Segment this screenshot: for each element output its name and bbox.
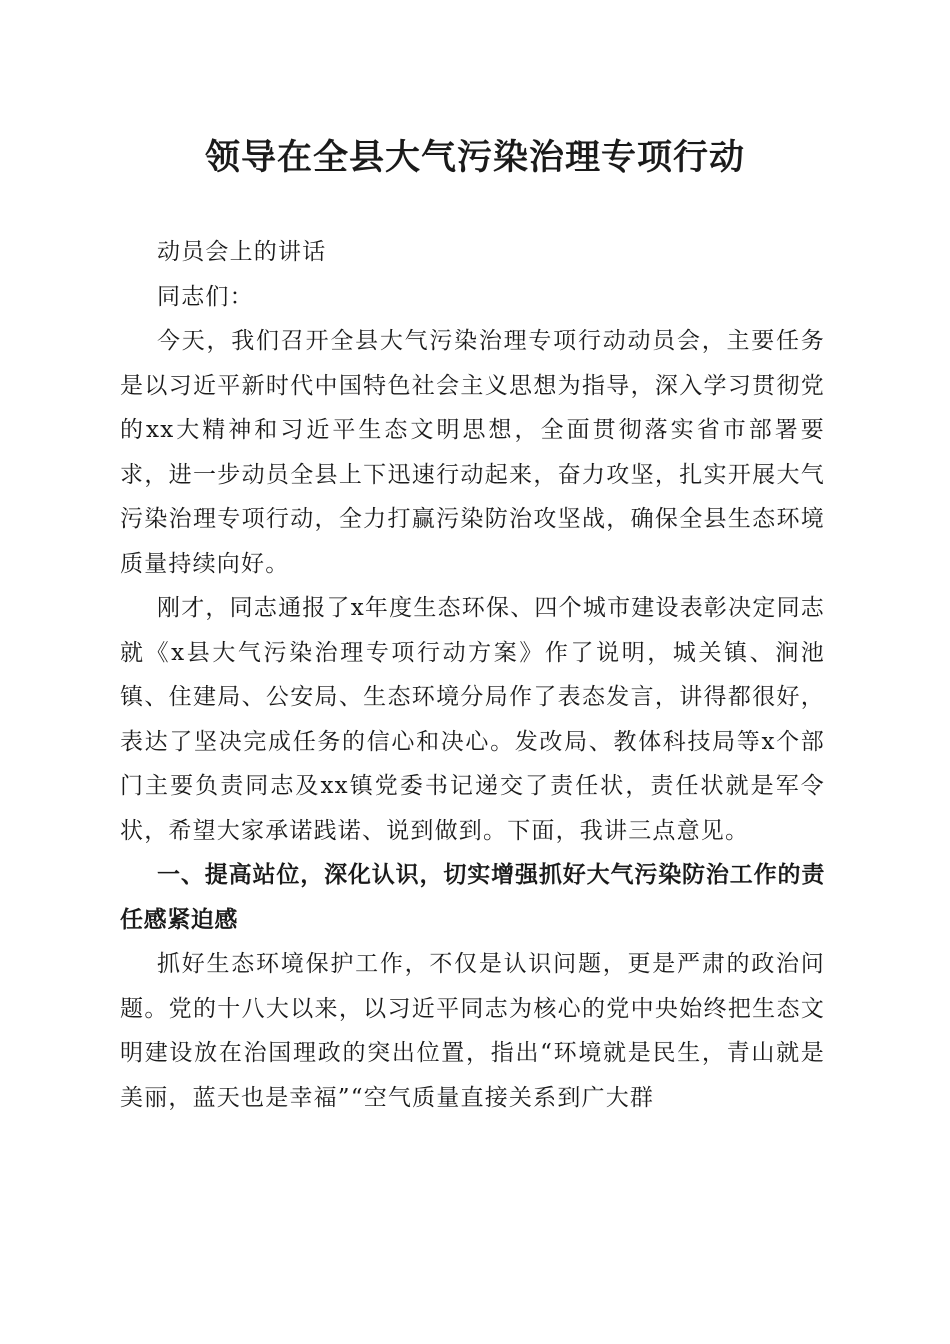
document-body: [120, 230, 825, 1120]
document-title: 领导在全县大气污染治理专项行动: [204, 137, 745, 178]
paragraph: 今天，我们召开全县大气污染治理专项行动动员会，主要任务是以习近平新时代中国特色社会主义思想为指导，深入学习贯彻党的xx大精神和习近平生态文明思想，全面贯彻落实省市部署要求，进一步动员全县上下迅速行动起来，奋力攻坚，扎实开展大气污染治理专项行动，全力打赢污染防治攻坚战，确保全县生态环境质量持续向好。: [120, 328, 825, 577]
paragraph: 抓好生态环境保护工作，不仅是认识问题，更是严肃的政治问题。党的十八大以来，以习近平同志为核心的党中央始终把生态文明建设放在治国理政的突出位置，指出“环境就是民生，青山就是美丽，蓝天也是幸福”“空气质量直接关系到广大群: [120, 951, 825, 1111]
paragraph: 刚才，同志通报了x年度生态环保、四个城市建设表彰决定同志就《x县大气污染治理专项行动方案》作了说明，城关镇、涧池镇、住建局、公安局、生态环境分局作了表态发言，讲得都很好，表达了坚决完成任务的信心和决心。发改局、教体科技局等x个部门主要负责同志及xx镇党委书记递交了责任状，责任状就是军令状，希望大家承诺践诺、说到做到。下面，我讲三点意见。: [120, 595, 825, 844]
subtitle-line: 动员会上的讲话: [157, 239, 327, 265]
salutation: 同志们：: [157, 283, 254, 310]
section-heading: 一、提高站位，深化认识，切实增强抓好大气污染防治工作的责任感紧迫感: [120, 862, 825, 933]
